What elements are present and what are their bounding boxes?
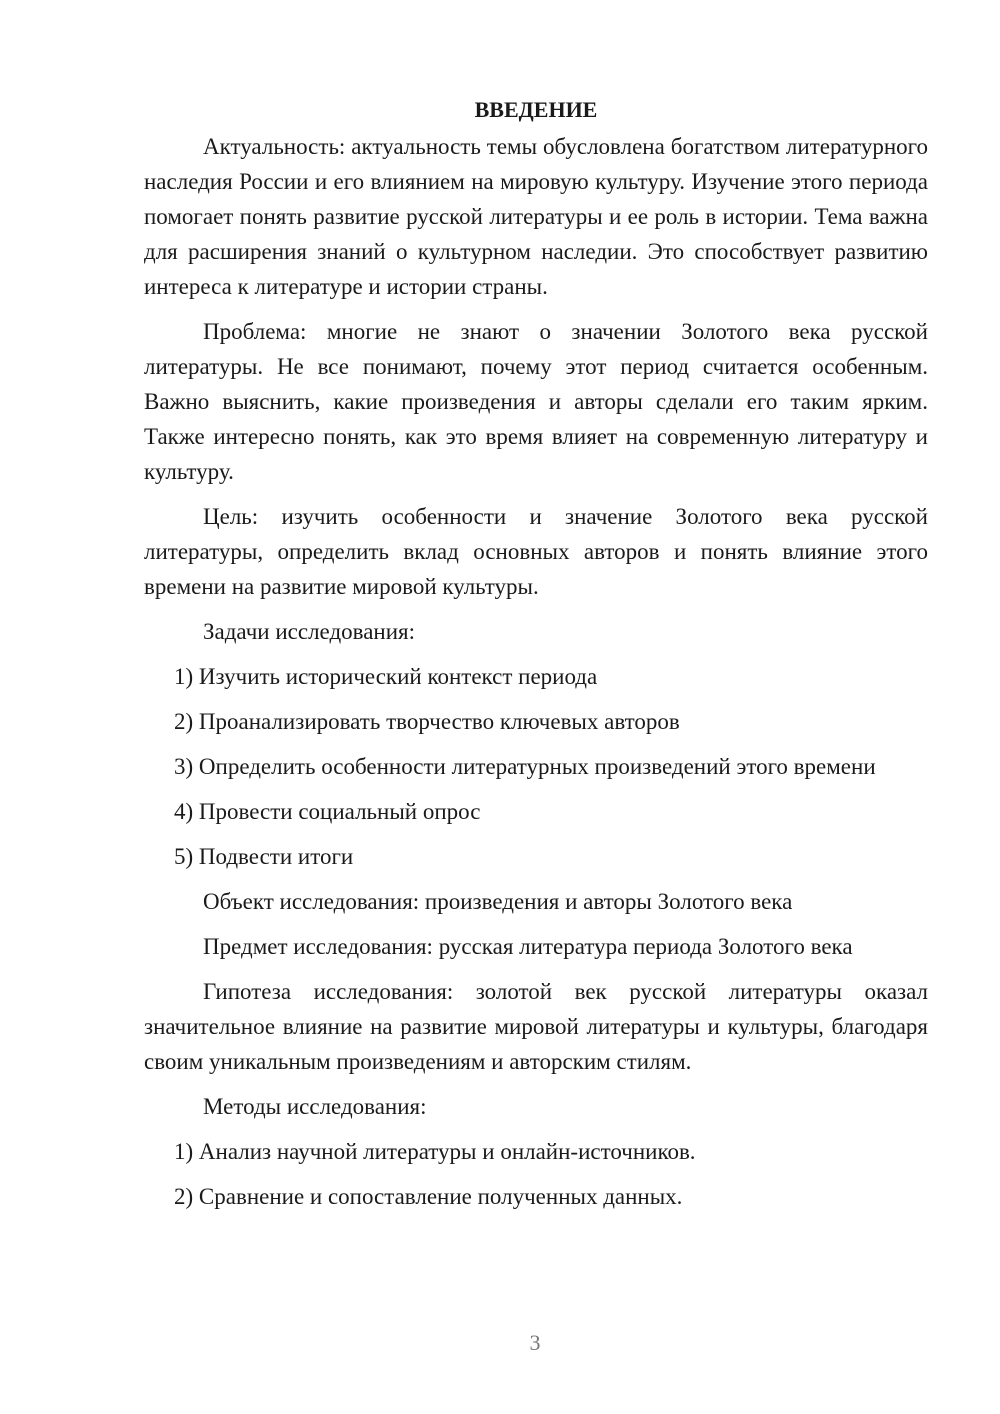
hypothesis-paragraph: Гипотеза исследования: золотой век русской литературы оказал значительное влияние на развитие мировой литературы и культуры, благодаря своим уникальным произведениям и авторским стилям. [144, 979, 928, 1074]
object-paragraph: Объект исследования: произведения и авторы Золотого века [203, 889, 793, 914]
goal-paragraph: Цель: изучить особенности и значение Золотого века русской литературы, определить вклад основных авторов и понять влияние этого времени на развитие мировой культуры. [144, 504, 928, 599]
method-item-1: 1) Анализ научной литературы и онлайн-источников. [174, 1139, 696, 1164]
task-item-2: 2) Проанализировать творчество ключевых авторов [174, 709, 680, 734]
task-item-3: 3) Определить особенности литературных произведений этого времени [174, 754, 876, 779]
page-number: 3 [529, 1330, 541, 1355]
page-content [144, 92, 928, 1224]
methods-heading: Методы исследования: [203, 1094, 427, 1119]
problem-paragraph: Проблема: многие не знают о значении Золотого века русской литературы. Не все понимают, почему этот период считается особенным. Важно выяснить, какие произведения и авторы сделали его таким ярким. Также интересно понять, как это время влияет на современную литературу и культуру. [144, 319, 928, 484]
task-item-5: 5) Подвести итоги [174, 844, 354, 869]
method-item-2: 2) Сравнение и сопоставление полученных данных. [174, 1184, 683, 1209]
task-item-4: 4) Провести социальный опрос [174, 799, 481, 824]
subject-paragraph: Предмет исследования: русская литература периода Золотого века [203, 934, 853, 959]
task-item-1: 1) Изучить исторический контекст периода [174, 664, 598, 689]
tasks-heading: Задачи исследования: [203, 619, 416, 644]
page-title: ВВЕДЕНИЕ [474, 97, 598, 122]
relevance-paragraph: Актуальность: актуальность темы обусловлена богатством литературного наследия России и его влиянием на мировую культуру. Изучение этого периода помогает понять развитие русской литературы и ее роль в истории. Тема важна для расширения знаний о культурном наследии. Это способствует развитию интереса к литературе и истории страны. [144, 134, 928, 299]
